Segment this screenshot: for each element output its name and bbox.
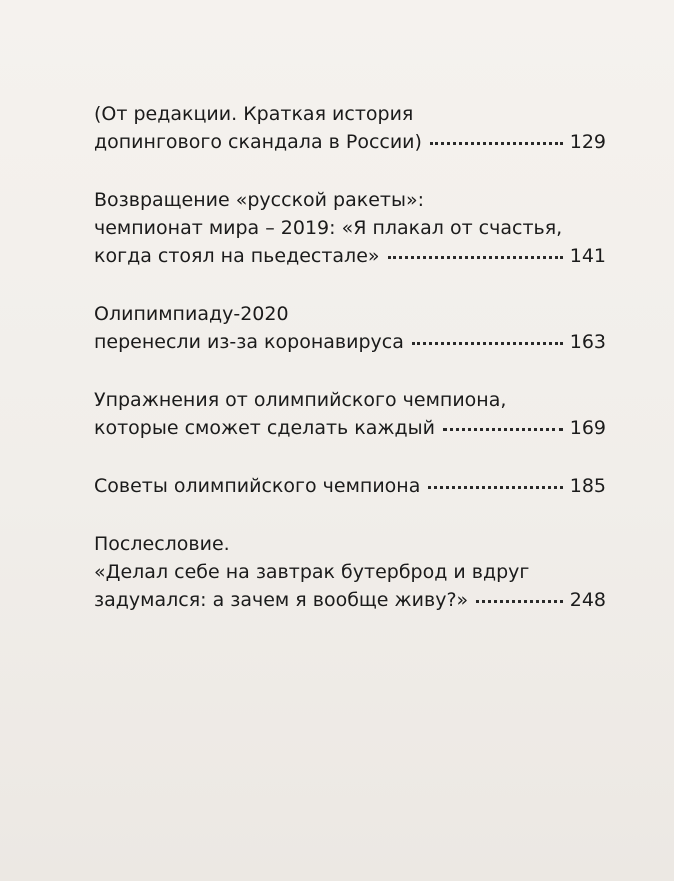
toc-entry-title-line: допингового скандала в России) <box>94 131 422 153</box>
dot-leader <box>388 256 563 259</box>
table-of-contents <box>94 100 606 644</box>
dot-leader <box>476 600 563 603</box>
toc-entry-olympics-2020 <box>94 300 606 356</box>
toc-entry-title-line: Послесловие. <box>94 533 230 555</box>
toc-entry-title-line: «Делал себе на завтрак бутерброд и вдруг <box>94 561 530 583</box>
toc-entry-last-line <box>94 242 606 270</box>
toc-entry-last-line <box>94 586 606 614</box>
toc-entry-last-line <box>94 414 606 442</box>
toc-entry-title-line: перенесли из-за коронавируса <box>94 331 404 353</box>
toc-entry-editorial <box>94 100 606 156</box>
toc-entry-title-line: когда стоял на пьедестале» <box>94 245 380 267</box>
toc-entry-title-line: Упражнения от олимпийского чемпиона, <box>94 389 507 411</box>
toc-entry-title-line: Олипимпиаду-2020 <box>94 303 289 325</box>
toc-entry-last-line <box>94 472 606 500</box>
toc-page-number: 248 <box>569 589 606 611</box>
toc-page-number: 141 <box>569 245 606 267</box>
toc-entry-title-line: Возвращение «русской ракеты»: <box>94 189 425 211</box>
dot-leader <box>412 342 563 345</box>
toc-entry-last-line <box>94 128 606 156</box>
toc-entry-title-line: задумался: а зачем я вообще живу?» <box>94 589 469 611</box>
toc-entry-title-line: чемпионат мира – 2019: «Я плакал от счастья, <box>94 217 563 239</box>
dot-leader <box>443 428 563 431</box>
toc-page-number: 163 <box>569 331 606 353</box>
toc-entry-title-line: (От редакции. Краткая история <box>94 103 414 125</box>
toc-entry-title-line: Советы олимпийского чемпиона <box>94 475 421 497</box>
dot-leader <box>430 142 563 145</box>
toc-page-number: 129 <box>569 131 606 153</box>
toc-entry-exercises <box>94 386 606 442</box>
toc-entry-title-line: которые сможет сделать каждый <box>94 417 435 439</box>
toc-entry-afterword <box>94 530 606 614</box>
toc-entry-last-line <box>94 328 606 356</box>
toc-entry-tips <box>94 472 606 500</box>
toc-page-number: 169 <box>569 417 606 439</box>
toc-entry-return <box>94 186 606 270</box>
dot-leader <box>428 486 562 489</box>
toc-page-number: 185 <box>569 475 606 497</box>
